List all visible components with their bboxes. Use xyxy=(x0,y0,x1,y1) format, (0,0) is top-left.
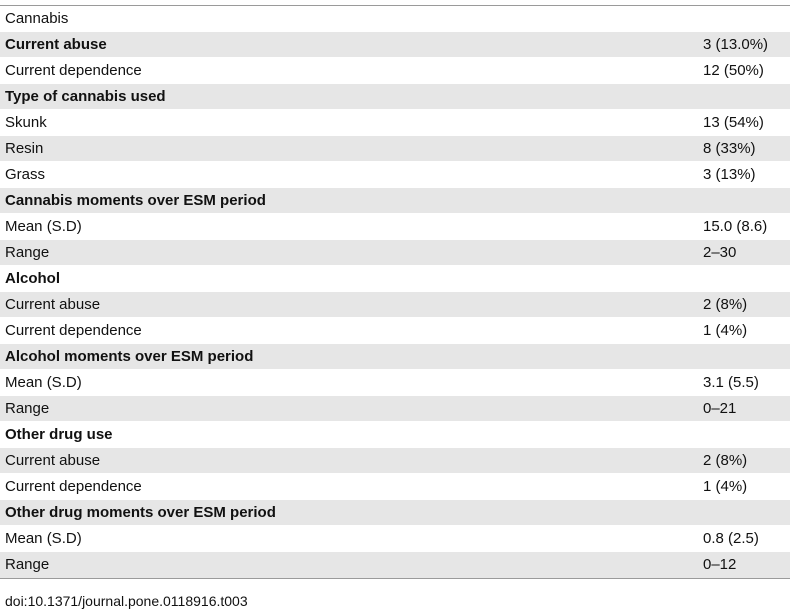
table-row xyxy=(0,110,790,136)
row-label: Range xyxy=(5,244,50,261)
doi-caption[interactable]: doi:10.1371/journal.pone.0118916.t003 xyxy=(5,593,248,609)
row-heading: Alcohol moments over ESM period xyxy=(5,348,254,365)
table-row xyxy=(0,188,790,214)
table-row xyxy=(0,370,790,396)
row-value: 0–21 xyxy=(703,400,737,417)
table-row xyxy=(0,266,790,292)
row-label: Current dependence xyxy=(5,62,142,79)
table-row xyxy=(0,292,790,318)
row-label: Mean (S.D) xyxy=(5,374,82,391)
table-row xyxy=(0,422,790,448)
row-heading: Other drug moments over ESM period xyxy=(5,504,276,521)
row-label: Range xyxy=(5,556,50,573)
row-label: Current abuse xyxy=(5,296,101,313)
row-value: 0–12 xyxy=(703,556,737,573)
row-value: 15.0 (8.6) xyxy=(703,218,768,235)
row-value: 3.1 (5.5) xyxy=(703,374,759,391)
table-row xyxy=(0,136,790,162)
row-heading: Alcohol xyxy=(5,270,60,287)
row-label: Current abuse xyxy=(5,452,101,469)
table-row xyxy=(0,84,790,110)
row-label: Resin xyxy=(5,140,44,157)
row-value: 8 (33%) xyxy=(703,140,756,157)
row-label: Range xyxy=(5,400,50,417)
row-label: Mean (S.D) xyxy=(5,530,82,547)
table-row xyxy=(0,552,790,578)
row-value: 1 (4%) xyxy=(703,478,748,495)
table-row xyxy=(0,474,790,500)
row-heading: Type of cannabis used xyxy=(5,88,166,105)
table-row xyxy=(0,526,790,552)
row-label: Current dependence xyxy=(5,478,142,495)
row-value: 0.8 (2.5) xyxy=(703,530,759,547)
row-label: Grass xyxy=(5,166,46,183)
row-value: 2 (8%) xyxy=(703,296,748,313)
table-row xyxy=(0,344,790,370)
row-value: 2 (8%) xyxy=(703,452,748,469)
row-heading: Other drug use xyxy=(5,426,113,443)
table-row xyxy=(0,240,790,266)
table-row xyxy=(0,318,790,344)
table-row xyxy=(0,500,790,526)
row-value: 3 (13.0%) xyxy=(703,36,769,53)
row-label: Current dependence xyxy=(5,322,142,339)
row-value: 2–30 xyxy=(703,244,737,261)
table-row xyxy=(0,6,790,32)
row-heading: Cannabis moments over ESM period xyxy=(5,192,266,209)
row-label: Mean (S.D) xyxy=(5,218,82,235)
table-row xyxy=(0,162,790,188)
row-heading: Current abuse xyxy=(5,36,107,53)
table-row xyxy=(0,32,790,58)
row-value: 3 (13%) xyxy=(703,166,756,183)
table-row xyxy=(0,58,790,84)
row-value: 13 (54%) xyxy=(703,114,764,131)
table-row xyxy=(0,396,790,422)
data-table xyxy=(0,5,790,579)
row-label: Cannabis xyxy=(5,10,69,27)
row-value: 12 (50%) xyxy=(703,62,764,79)
table-row xyxy=(0,448,790,474)
table-row xyxy=(0,214,790,240)
row-label: Skunk xyxy=(5,114,47,131)
row-value: 1 (4%) xyxy=(703,322,748,339)
